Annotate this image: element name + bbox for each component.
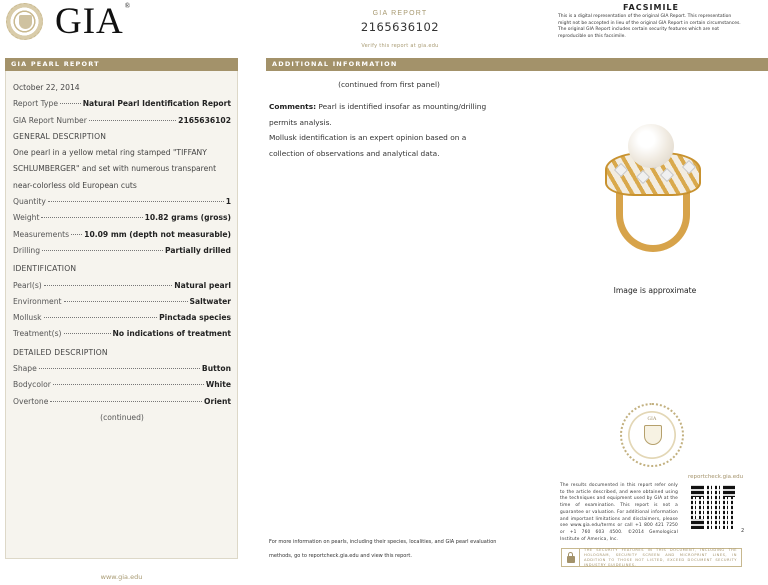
leader-dots xyxy=(44,285,173,286)
field-label: Drilling xyxy=(13,245,41,255)
section-heading-general: GENERAL DESCRIPTION xyxy=(13,131,107,141)
gia-logo xyxy=(6,3,131,40)
field-row-measurements xyxy=(13,227,231,243)
qr-suffix: 2 xyxy=(741,528,745,534)
field-row-treatments xyxy=(13,326,231,342)
field-value: No indications of treatment xyxy=(112,329,231,339)
field-label: GIA Report Number xyxy=(13,115,87,125)
field-row-mollusk xyxy=(13,310,231,326)
ring-image xyxy=(580,110,730,260)
report-date: October 22, 2014 xyxy=(13,83,80,92)
logo-wordmark: GIA xyxy=(55,1,124,42)
shield-icon xyxy=(644,425,662,445)
footer-website-link[interactable]: www.gia.edu xyxy=(100,573,143,581)
description-line: One pearl in a yellow metal ring stamped "TIFFANY xyxy=(13,148,207,158)
section-heading-identification: IDENTIFICATION xyxy=(13,264,77,274)
additional-info-title-bar: ADDITIONAL INFORMATION xyxy=(266,58,768,71)
field-value: Partially drilled xyxy=(165,245,231,255)
field-row-shape xyxy=(13,361,231,377)
field-label: Bodycolor xyxy=(13,380,51,390)
field-row-drilling xyxy=(13,243,231,259)
field-value: 2165636102 xyxy=(178,115,231,125)
field-value: Natural Pearl Identification Report xyxy=(82,99,231,109)
verify-link[interactable]: Verify this report at gia.edu xyxy=(361,43,439,49)
gia-seal-icon xyxy=(6,3,43,40)
report-number-row xyxy=(13,113,231,129)
field-label: Shape xyxy=(13,364,37,374)
leader-dots xyxy=(44,317,157,318)
leader-dots xyxy=(39,368,200,369)
field-value: Orient xyxy=(204,396,231,406)
security-notice xyxy=(561,548,742,567)
leader-dots xyxy=(71,234,82,235)
description-line: near-colorless old European cuts xyxy=(13,180,137,190)
leader-dots xyxy=(50,401,202,402)
pearl-report-panel xyxy=(5,71,238,559)
qr-code[interactable] xyxy=(690,484,736,530)
field-row-pearls xyxy=(13,278,231,294)
comments-line-2: permits analysis. xyxy=(269,117,332,127)
leader-dots xyxy=(64,333,111,334)
comments-line xyxy=(269,99,509,115)
field-label: Mollusk xyxy=(13,313,42,323)
comments-label: Comments: xyxy=(269,102,317,111)
additional-info-content xyxy=(269,80,509,161)
leader-dots xyxy=(53,384,204,385)
field-label: Environment xyxy=(13,296,62,306)
report-type-row xyxy=(13,96,231,112)
field-value: 1 xyxy=(225,197,231,207)
leader-dots xyxy=(41,217,142,218)
leader-dots xyxy=(64,301,188,302)
logo-text xyxy=(55,3,131,40)
lock-icon xyxy=(567,556,575,563)
field-value: 10.09 mm (depth not measurable) xyxy=(84,229,231,239)
security-text: THE SECURITY FEATURES IN THIS DOCUMENT, INCLUDING THE HOLOGRAM, SECURITY SCREEN AND MICROPRINT LINES, IN ADDITION TO THOSE NOT LISTED, EXCEED DOCUMENT SECURITY INDUSTRY GUIDELINES. xyxy=(584,547,737,567)
continued-from-note: (continued from first panel) xyxy=(338,80,440,89)
field-row-environment xyxy=(13,294,231,310)
field-row-overtone xyxy=(13,394,231,410)
report-header xyxy=(300,10,500,49)
field-label: Pearl(s) xyxy=(13,280,42,290)
leader-dots xyxy=(42,250,163,251)
leader-dots xyxy=(60,103,81,104)
more-info-note: For more information on pearls, including their species, localities, and GIA pearl evaluation methods, go to reportcheck.gia.edu and view this report. xyxy=(269,539,497,559)
disclaimer-text: The results documented in this report refer only to the article described, and were obtained using the techniques and equipment used by GIA at the time of examination. This report is not a guarantee or valuation. For additional information and important limitations and disclaimers, please see www.gia.edu/terms or call +1 800 421 7250 or +1 760 603 4500. ©2014 Gemological Institute of America, Inc. xyxy=(560,483,678,542)
field-value: Pinctada species xyxy=(159,313,231,323)
leader-dots xyxy=(48,201,224,202)
field-value: Natural pearl xyxy=(174,280,231,290)
facsimile-body: This is a digital representation of the original GIA Report. This representation might not be accepted in lieu of the original GIA Report in certain circumstances. The original GIA Report includes certain security features which are not reproducible on this facsimile. xyxy=(558,14,741,39)
field-label: Weight xyxy=(13,213,40,223)
field-label: Overtone xyxy=(13,396,49,406)
field-row-weight xyxy=(13,210,231,226)
registered-mark: ® xyxy=(124,2,132,10)
field-label: Quantity xyxy=(13,197,46,207)
facsimile-notice xyxy=(558,3,744,40)
mollusk-note-line-1: Mollusk identification is an expert opinion based on a xyxy=(269,133,467,142)
facsimile-title: FACSIMILE xyxy=(623,3,679,12)
report-number: 2165636102 xyxy=(360,20,440,34)
gia-seal-large-icon xyxy=(620,403,684,467)
mollusk-note-line-2: collection of observations and analytical data. xyxy=(269,148,440,158)
ring-shank xyxy=(616,192,690,252)
field-value: Saltwater xyxy=(189,296,231,306)
general-description-text xyxy=(13,145,231,194)
field-label: Treatment(s) xyxy=(13,329,62,339)
seal-text: GIA xyxy=(647,417,657,422)
reportcheck-link[interactable]: reportcheck.gia.edu xyxy=(688,474,744,480)
report-label: GIA REPORT xyxy=(372,10,428,17)
field-value: White xyxy=(205,380,231,390)
field-row-quantity xyxy=(13,194,231,210)
field-value: 10.82 grams (gross) xyxy=(144,213,231,223)
pearl xyxy=(628,124,674,168)
field-row-bodycolor xyxy=(13,377,231,393)
image-caption: Image is approximate xyxy=(613,286,697,295)
description-line: SCHLUMBERGER" and set with numerous transparent xyxy=(13,164,217,174)
lock-box xyxy=(562,549,580,566)
field-label: Report Type xyxy=(13,99,59,109)
continued-note: (continued) xyxy=(100,412,144,422)
field-label: Measurements xyxy=(13,229,70,239)
field-value: Button xyxy=(201,364,231,374)
pearl-report-title-bar: GIA PEARL REPORT xyxy=(5,58,238,71)
comments-text: Pearl is identified insofar as mounting/drilling xyxy=(316,102,487,111)
section-heading-detailed: DETAILED DESCRIPTION xyxy=(13,347,108,357)
leader-dots xyxy=(89,120,176,121)
